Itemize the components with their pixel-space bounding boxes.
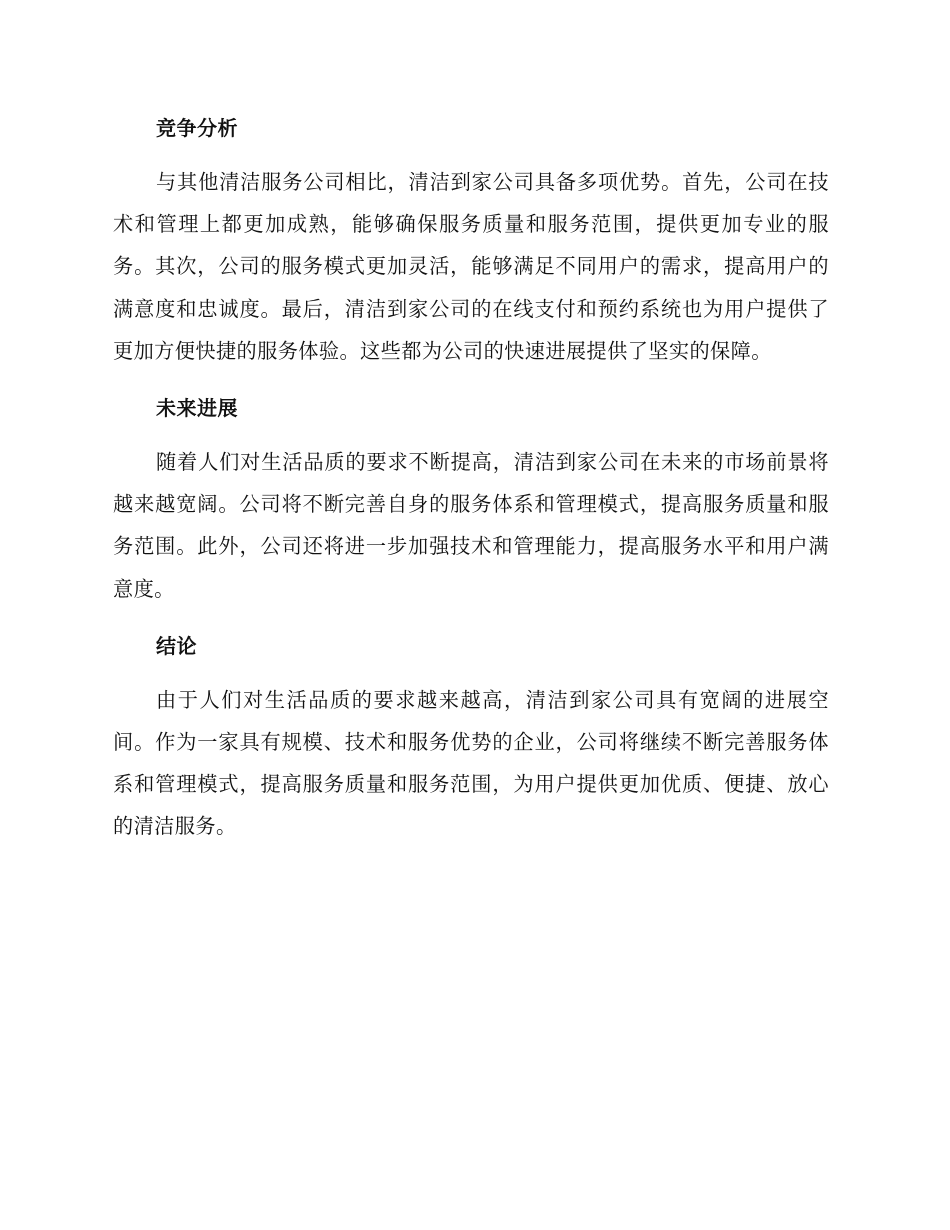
section-heading-future: 未来进展	[156, 396, 238, 421]
section-body-future: 随着人们对生活品质的要求不断提高，清洁到家公司在未来的市场前景将越来越宽阔。公司将不断完善自身的服务体系和管理模式，提高服务质量和服务范围。此外，公司还将进一步加强技术和管理能力，提高服务水平和用户满意度。	[113, 450, 829, 601]
section-heading-conclusion: 结论	[156, 633, 197, 658]
section-body-competition: 与其他清洁服务公司相比，清洁到家公司具备多项优势。首先，公司在技术和管理上都更加成熟，能够确保服务质量和服务范围，提供更加专业的服务。其次，公司的服务模式更加灵活，能够满足不同用户的需求，提高用户的满意度和忠诚度。最后，清洁到家公司的在线支付和预约系统也为用户提供了更加方便快捷的服务体验。这些都为公司的快速进展提供了坚实的保障。	[113, 170, 829, 363]
section-heading-competition: 竞争分析	[156, 116, 238, 140]
document-page	[113, 108, 829, 848]
section-body-conclusion: 由于人们对生活品质的要求越来越高，清洁到家公司具有宽阔的进展空间。作为一家具有规模、技术和服务优势的企业，公司将继续不断完善服务体系和管理模式，提高服务质量和服务范围，为用户提供更加优质、便捷、放心的清洁服务。	[113, 687, 829, 839]
